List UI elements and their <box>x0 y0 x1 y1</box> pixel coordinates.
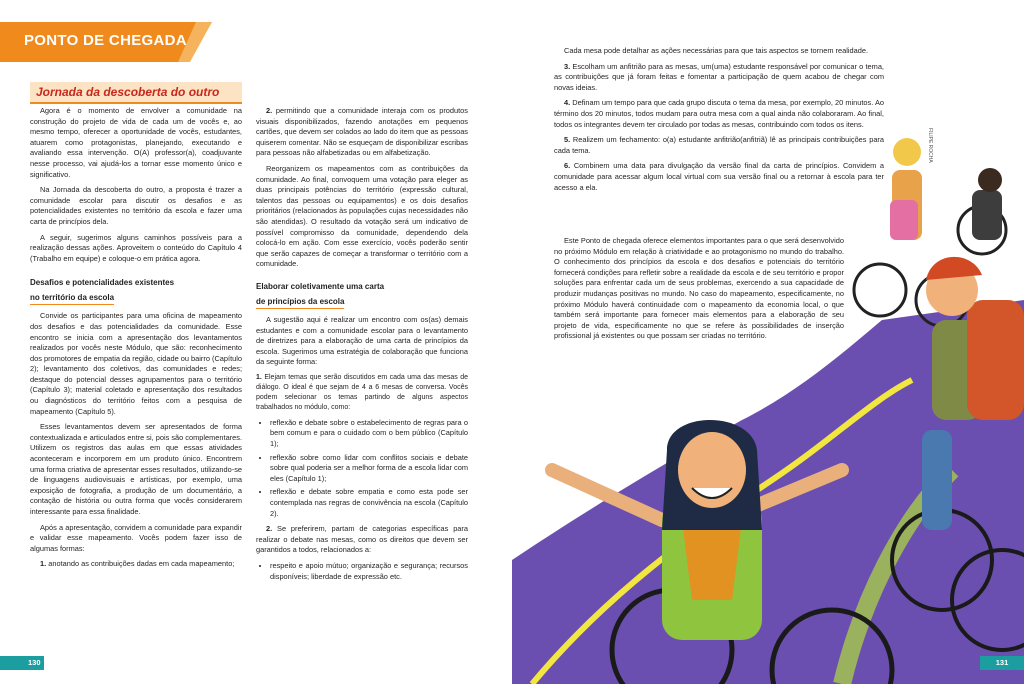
paragraph: Convide os participantes para uma oficina de mapeamento dos desafios e das potencialidades da comunidade. Esse encontro se inicia com a apresentação dos levantamentos realizados por vocês neste Módulo, que são: reconhecimento dos promotores de empatia da região, cidade ou bairro (Capítulo 2); levantamento dos coletivos, das comunidades e redes; destaque do potencial desses agrupamentos para o território (Capítulo 3); material coletado e apresentação dos resultados ou diagnósticos do território feitos com a pesquisa de mapeamento (Capítulo 5). <box>30 311 242 416</box>
item-text: Combinem uma data para divulgação da versão final da carta de princípios. Convidem a comunidade para acessar algum local virtual com sua versão final ou a retornar à escola para ter acesso a ela. <box>554 161 884 192</box>
item-number: 4. <box>564 98 571 108</box>
illustration-credit: FILIPE ROCHA <box>927 128 933 163</box>
paragraph: A seguir, sugerimos alguns caminhos possíveis para a realização dessas ações. Aproveitem o conteúdo do Capítulo 4 (Trabalho em equipe) e coloque-o em prática agora. <box>30 232 242 263</box>
subheading: Desafios e potencialidades existentes <box>30 278 175 288</box>
bullet-item: • reflexão e debate sobre o estabelecimento de regras para o bem comum e para o cuidado com o bem público (Capítulo 1); <box>270 418 468 450</box>
item-number: 6. <box>564 161 571 171</box>
subheading-block <box>256 280 468 315</box>
right-page <box>512 0 1024 684</box>
bullet-item: • reflexão e debate sobre empatia e como esta pode ser contemplada nas regras de convivência na escola (Capítulo 2). <box>270 487 468 519</box>
page-number-right: 131 <box>980 656 1024 670</box>
paragraph: Este Ponto de chegada oferece elementos importantes para o que será desenvolvido no próximo Módulo em relação à criatividade e ao protagonismo no mundo do trabalho. O conhecimento dos princípios da escola e dos desafios e potenciais do território fornecerá condições para refletir sobre a realidade da escola e de seu território e propor soluções para enfrentar cada um de seus problemas, exercendo a sua capacidade de produzir mudanças positivas no mundo. No caso do mapeamento, especificamente, no próximo Módulo haverá continuidade com o mapeamento da economia local, o que também será importante para fornecer mais elementos para a elaboração de seu projeto de vida, especificamente no que se refere às possibilidades de inserção profissional já existentes ou que possam ser criadas no território. <box>554 236 844 341</box>
list-item <box>554 98 884 130</box>
item-number: 5. <box>564 135 571 145</box>
item-text: Elejam temas que serão discutidos em cada uma das mesas de diálogo. O ideal é que sejam de 4 a 6 mesas de conversa. Vocês podem selecionar os temas partindo de alguns aspectos trabalhados no módulo, como: <box>256 373 469 411</box>
list-item <box>256 373 468 413</box>
paragraph: Na Jornada da descoberta do outro, a proposta é trazer a comunidade escolar para discutir os desafios e as potencialidades existentes no território da escola e fazer uma carta de princípios dela. <box>30 185 242 226</box>
bullet-list <box>256 418 468 519</box>
right-column <box>554 46 884 198</box>
subheading: de princípios da escola <box>256 295 344 309</box>
paragraph: Agora é o momento de envolver a comunidade na construção do projeto de vida de cada um de vocês e, ao mesmo tempo, oferecer a oportunidade de vocês, estudantes, atuarem como protagonistas, planejando, executando e avaliando essa intervenção. O(A) professor(a), coadjuvante nesse processo, vai ajudá-los a tornar esse momento único e significativo. <box>30 106 242 179</box>
paragraph: Esses levantamentos devem ser apresentados de forma contextualizada e articulados entre si, pois são complementares. Utilizem os registros das aulas em que essas atividades aconteceram e incorporem em um produto único. Encontrem uma forma criativa de apresentar esses resultados, utilizando-se de linguagens audiovisuais e artísticas, por exemplo, uma exposição de fotografia, a produção de um documentário, a contação de história ou outra forma que vocês considerarem interessante para essa finalidade. <box>30 422 242 516</box>
page-number-left: 130 <box>0 656 44 670</box>
list-item <box>554 161 884 193</box>
item-text: Definam um tempo para que cada grupo discuta o tema da mesa, por exemplo, 20 minutos. Ao término dos 20 minutos, todos mudam para outra mesa com a qual ainda não colaboraram. Ao final, todos os integrantes devem ter circulado por todas as mesas, contribuindo com todos os itens. <box>554 98 884 129</box>
right-closing-column <box>554 236 844 347</box>
item-number: 2. <box>266 106 273 115</box>
item-number: 1. <box>256 373 262 381</box>
banner-title: PONTO DE CHEGADA <box>24 32 187 49</box>
item-text: Se preferirem, partam de categorias específicas para realizar o debate nas mesas, como os direitos que devem ser garantidos a todos, relacionados a: <box>256 524 468 555</box>
paragraph: Após a apresentação, convidem a comunidade para expandir e validar esse mapeamento. Vocês podem fazer isso de algumas formas: <box>30 522 242 553</box>
bullet-item: • reflexão sobre como lidar com conflitos sociais e debate sobre qual poderia ser a melhor forma de a escola lidar com eles (Capítulo 1); <box>270 453 468 485</box>
cyclist-far-right <box>958 168 1006 254</box>
item-text: Realizem um fechamento: o(a) estudante anfitrião(anfitriã) lê as principais contribuições para cada tema. <box>554 135 884 155</box>
subheading: no território da escola <box>30 291 114 305</box>
section-banner <box>0 22 212 62</box>
subheading-block <box>30 276 242 311</box>
list-item <box>256 106 468 159</box>
paragraph: A sugestão aqui é realizar um encontro com os(as) demais estudantes e com a comunidade escolar para o levantamento de diretrizes para a elaboração de uma carta de princípios da escola. Sugerimos uma estratégia de colaboração que funciona da seguinte forma: <box>256 314 468 367</box>
paragraph: Cada mesa pode detalhar as ações necessárias para que tais aspectos se tornem realidade. <box>564 46 869 55</box>
item-number: 2. <box>266 524 273 534</box>
subheading: Elaborar coletivamente uma carta <box>256 281 385 291</box>
item-number: 3. <box>564 61 571 71</box>
left-column-1 <box>30 106 242 575</box>
left-column-2 <box>256 106 468 587</box>
list-item <box>256 524 468 556</box>
list-item <box>30 559 242 570</box>
bullet-list <box>256 561 468 582</box>
item-text: anotando as contribuições dadas em cada mapeamento; <box>48 559 235 569</box>
list-item <box>554 135 884 156</box>
section-title: Jornada da descoberta do outro <box>36 85 220 99</box>
list-item <box>554 62 884 94</box>
item-number: 1. <box>40 559 47 569</box>
item-text: Escolham um anfitrião para as mesas, um(uma) estudante responsável por comunicar o tema, as contribuições que já foram feitas e fomentar a participação de quem acabou de chegar com novas ideias. <box>554 61 884 92</box>
paragraph: Reorganizem os mapeamentos com as contribuições da comunidade. Ao final, convoquem uma votação para eleger as duas principais potências do território (expressão cultural, talentos das pessoas ou equipamentos) e os dois desafios prioritários (relacionados às populações cujas necessidades não são atendidas). O resultado da votação será um indicativo de possível compromisso da comunidade, dependendo dela colocá-lo em ação. Com esse exercício, vocês poderão sentir que serão capazes de começar a transformar o território com a comunidade. <box>256 163 468 269</box>
item-text: permitindo que a comunidade interaja com os produtos visuais disponibilizados, fazendo anotações em pequenos cartões, que devem ser colados ao lado do item que as pessoas quiserem comentar. Não se esqueçam de disponibilizar escribas para pessoas não alfabetizadas ou em alfabetização. <box>256 106 468 158</box>
bullet-item: • respeito e apoio mútuo; organização e segurança; recursos disponíveis; liberdade de expressão etc. <box>270 561 468 582</box>
